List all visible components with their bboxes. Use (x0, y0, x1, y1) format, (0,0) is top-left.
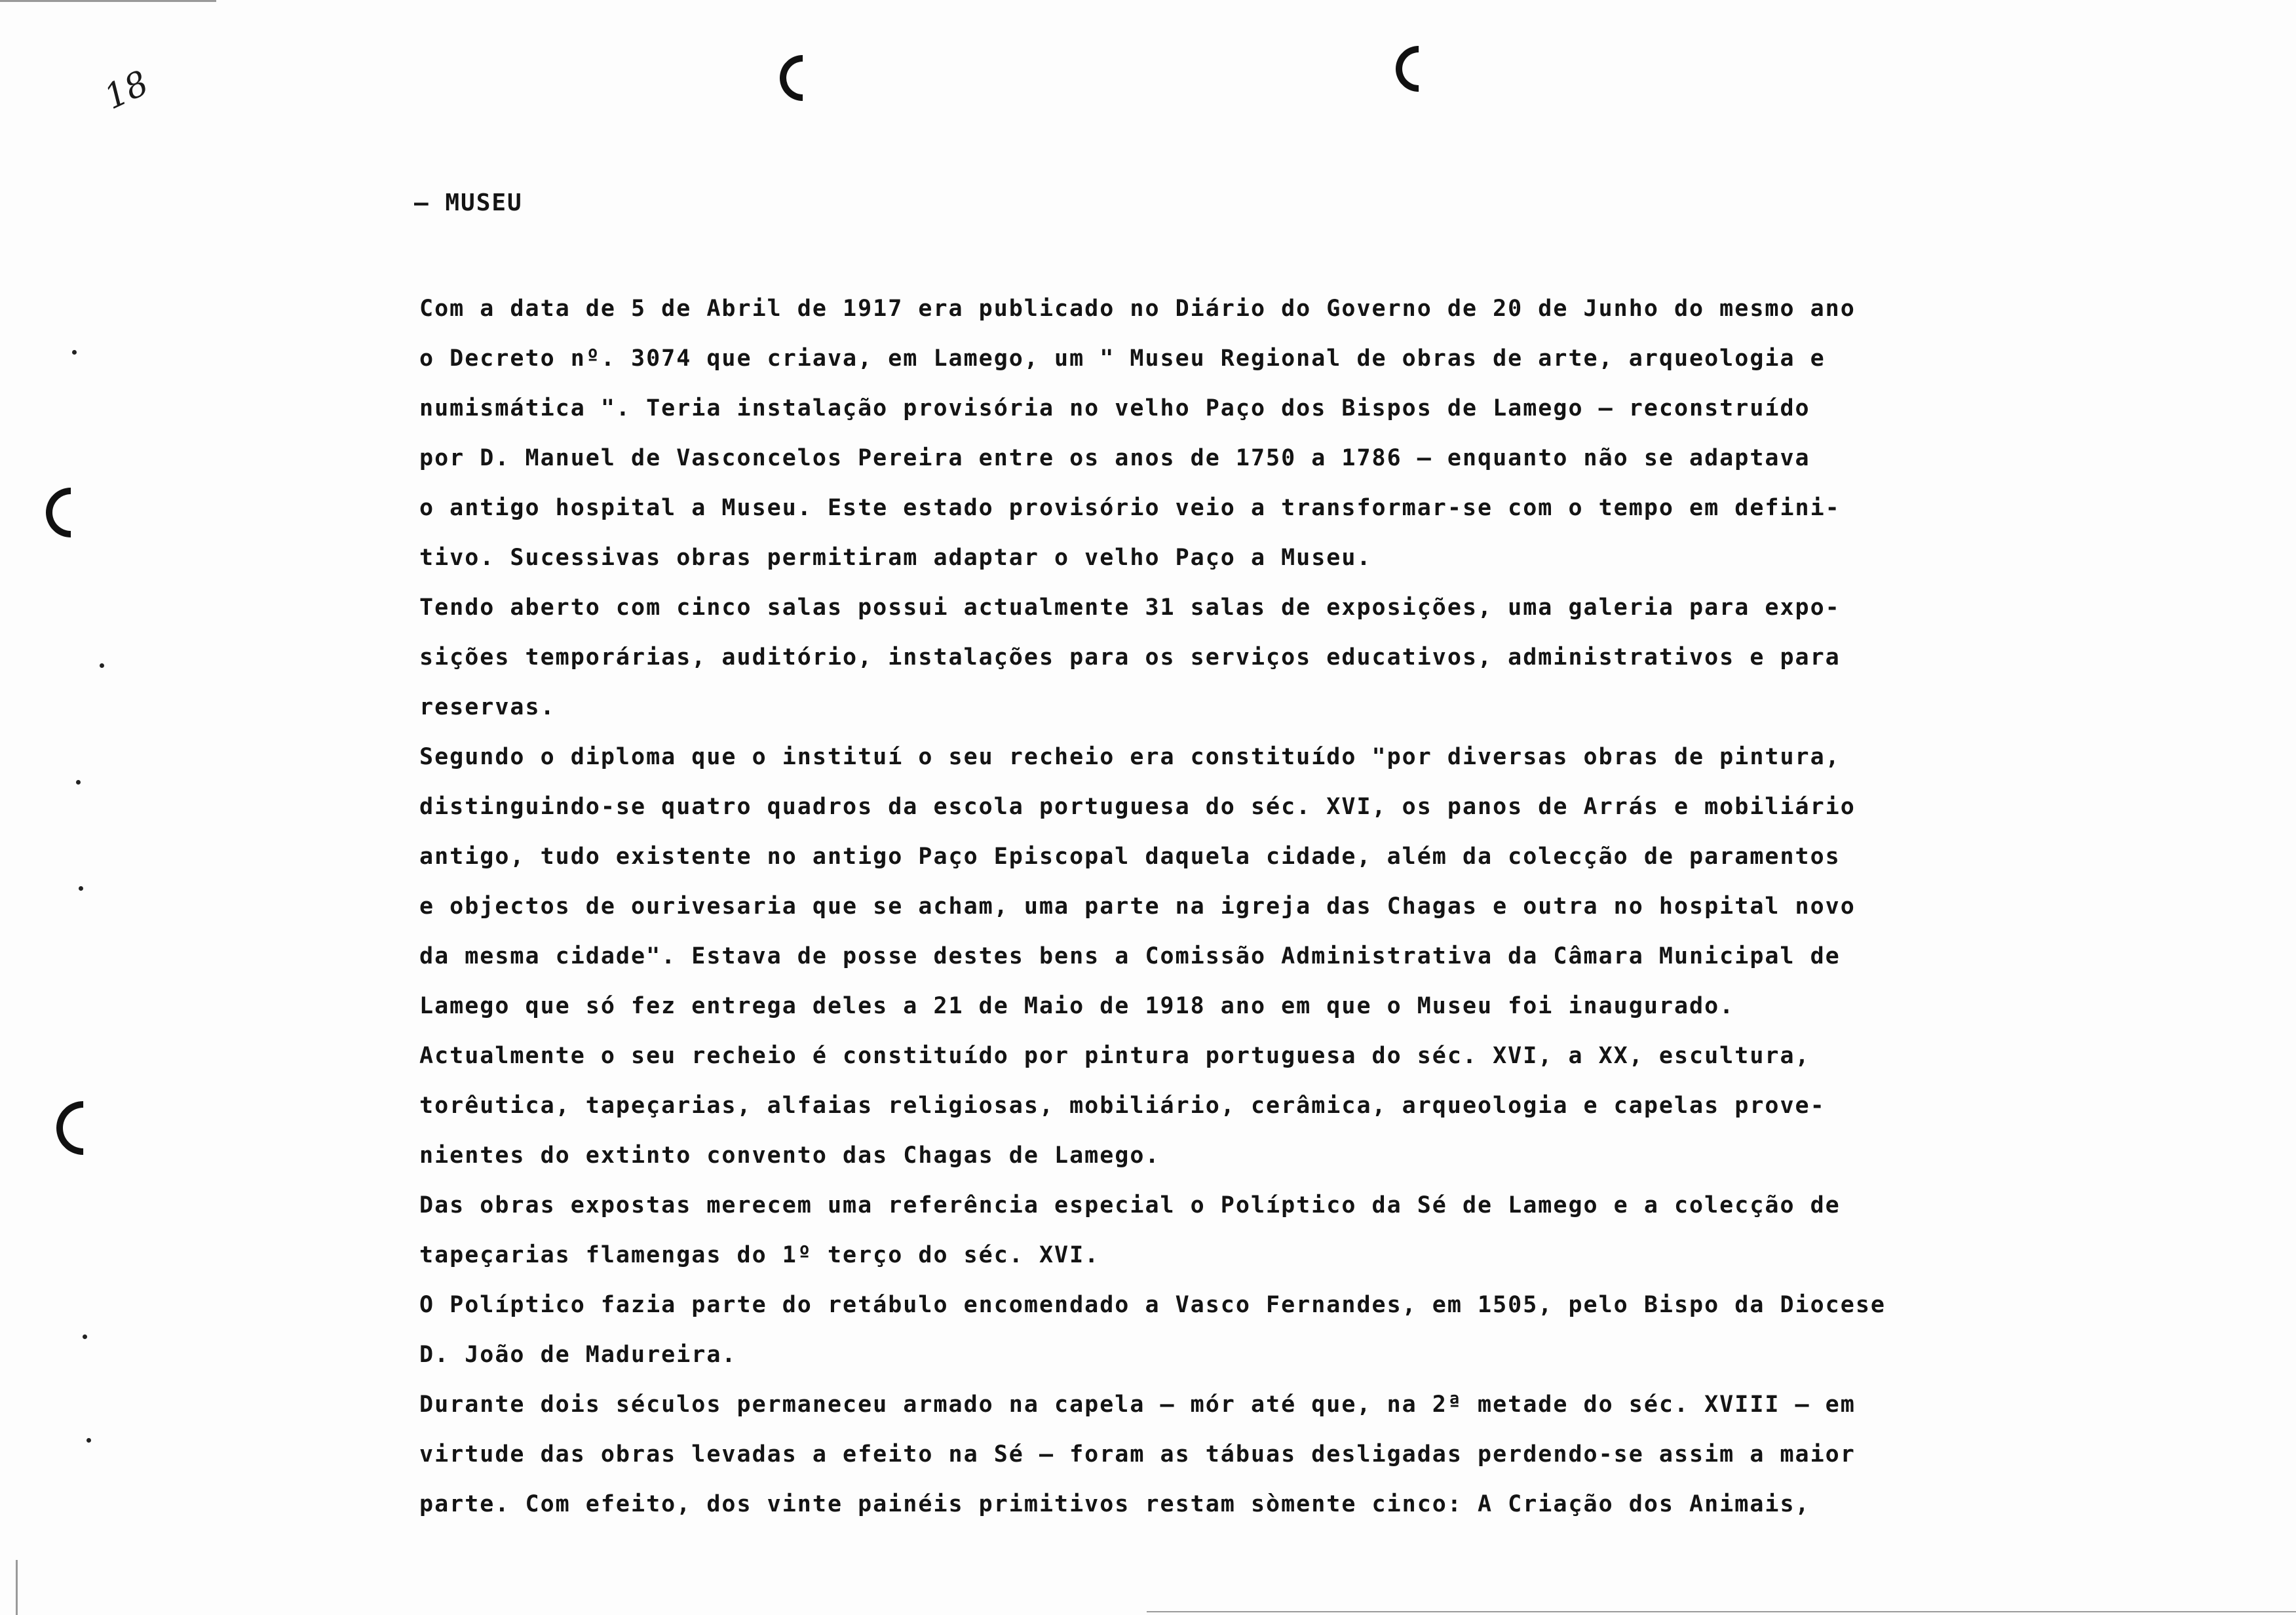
binding-hole-top-1 (771, 46, 835, 111)
body-line-12: antigo, tudo existente no antigo Paço Episcopal daquela cidade, além da colecção de paramentos (419, 844, 1841, 870)
body-line-8: sições temporárias, auditório, instalações para os serviços educativos, administrativos e para (419, 644, 1841, 671)
margin-speck (86, 1438, 91, 1443)
body-line-16: Actualmente o seu recheio é constituído por pintura portuguesa do séc. XVI, a XX, escultura, (419, 1043, 1810, 1069)
margin-speck (76, 780, 81, 785)
body-line-17: torêutica, tapeçarias, alfaias religiosas, mobiliário, cerâmica, arqueologia e capelas prove- (419, 1093, 1826, 1119)
body-line-9: reservas. (419, 694, 556, 720)
body-line-14: da mesma cidade". Estava de posse destes bens a Comissão Administrativa da Câmara Municipal de (419, 943, 1841, 969)
scan-edge-left (16, 1560, 18, 1615)
body-line-10: Segundo o diploma que o instituí o seu recheio era constituído "por diversas obras de pintura, (419, 744, 1841, 770)
binding-hole-left-2 (45, 1090, 121, 1166)
body-line-18: nientes do extinto convento das Chagas de Lamego. (419, 1142, 1160, 1169)
scan-edge-top (0, 0, 216, 2)
body-line-21: O Políptico fazia parte do retábulo encomendado a Vasco Fernandes, em 1505, pelo Bispo da Diocese (419, 1292, 1886, 1318)
handwritten-page-number: 18 (98, 63, 155, 118)
body-line-22: D. João de Madureira. (419, 1342, 737, 1368)
margin-speck (72, 350, 77, 355)
body-line-19: Das obras expostas merecem uma referência especial o Políptico da Sé de Lamego e a colecção de (419, 1192, 1841, 1218)
section-heading: – MUSEU (414, 189, 523, 216)
binding-hole-left-1 (35, 477, 105, 547)
body-line-3: numismática ". Teria instalação provisória no velho Paço dos Bispos de Lamego – reconstruído (419, 395, 1810, 421)
body-line-24: virtude das obras levadas a efeito na Sé – foram as tábuas desligadas perdendo-se assim a maior (419, 1441, 1856, 1468)
margin-speck (100, 663, 104, 668)
margin-speck (83, 1334, 87, 1339)
body-line-4: por D. Manuel de Vasconcelos Pereira entre os anos de 1750 a 1786 – enquanto não se adaptava (419, 445, 1810, 471)
body-line-23: Durante dois séculos permaneceu armado na capela – mór até que, na 2ª metade do séc. XVIII – em (419, 1391, 1856, 1418)
body-line-2: o Decreto nº. 3074 que criava, em Lamego, um " Museu Regional de obras de arte, arqueologia e (419, 345, 1826, 372)
binding-hole-top-2 (1387, 37, 1451, 102)
body-line-20: tapeçarias flamengas do 1º terço do séc. XVI. (419, 1242, 1100, 1268)
body-line-15: Lamego que só fez entrega deles a 21 de Maio de 1918 ano em que o Museu foi inaugurado. (419, 993, 1735, 1019)
body-line-25: parte. Com efeito, dos vinte painéis primitivos restam sòmente cinco: A Criação dos Animais, (419, 1491, 1810, 1517)
body-line-7: Tendo aberto com cinco salas possui actualmente 31 salas de exposições, uma galeria para expo- (419, 594, 1841, 621)
body-line-6: tivo. Sucessivas obras permitiram adaptar o velho Paço a Museu. (419, 545, 1372, 571)
scan-edge-bottom (1147, 1611, 2296, 1612)
body-line-13: e objectos de ourivesaria que se acham, uma parte na igreja das Chagas e outra no hospital novo (419, 893, 1856, 920)
margin-speck (79, 886, 83, 891)
body-line-5: o antigo hospital a Museu. Este estado provisório veio a transformar-se com o tempo em defini- (419, 495, 1841, 521)
body-line-11: distinguindo-se quatro quadros da escola portuguesa do séc. XVI, os panos de Arrás e mobiliário (419, 794, 1856, 820)
body-line-1: Com a data de 5 de Abril de 1917 era publicado no Diário do Governo de 20 de Junho do mesmo ano (419, 296, 1856, 322)
